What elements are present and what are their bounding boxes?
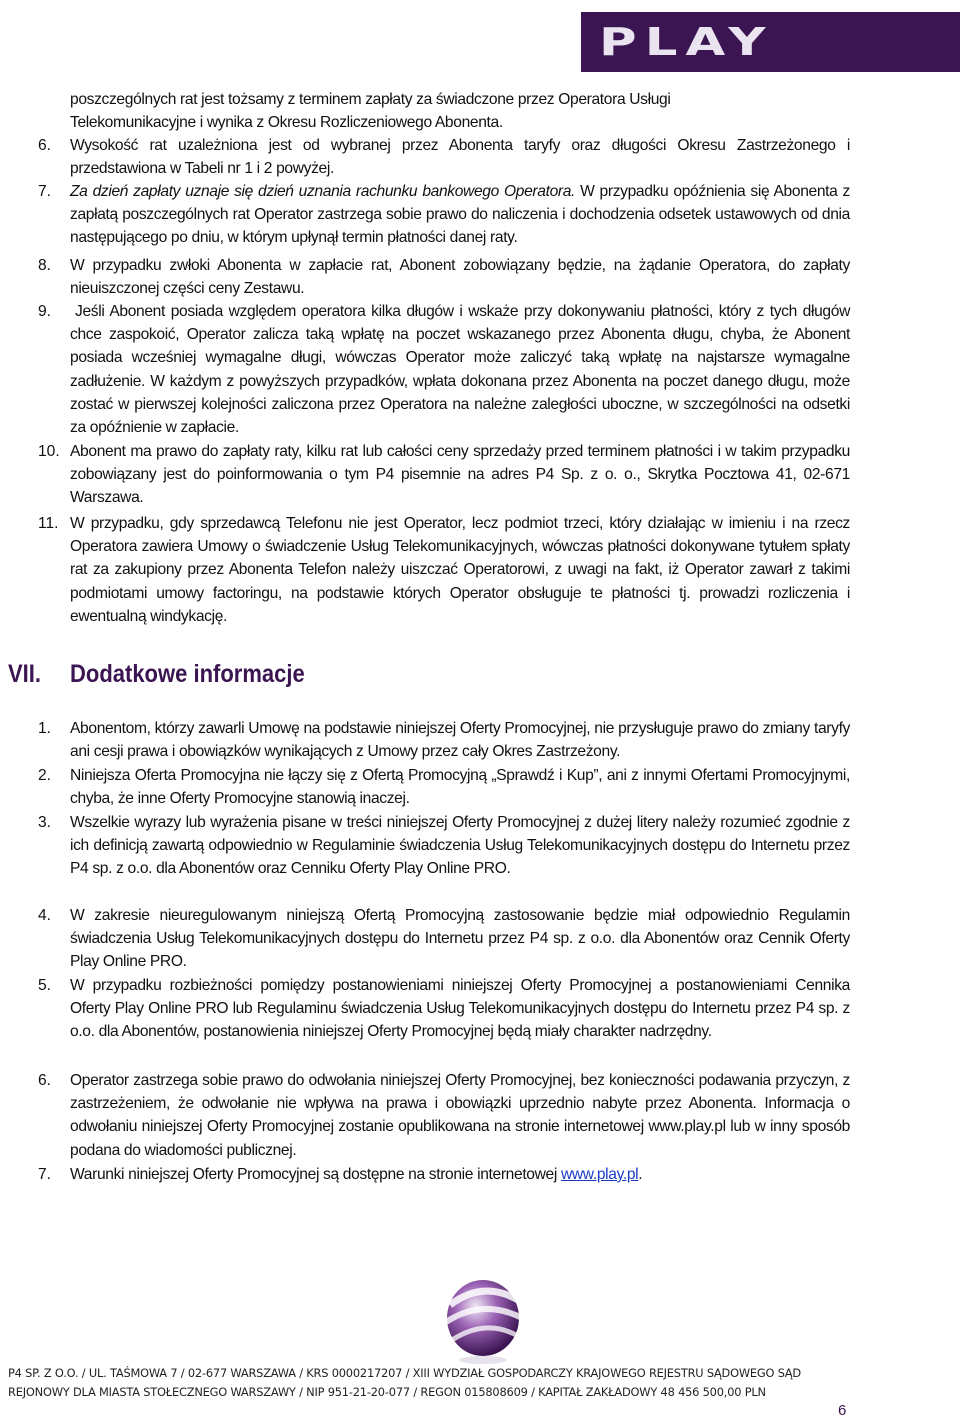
- play-logo: [581, 12, 960, 72]
- point-number: 1.: [38, 720, 52, 737]
- play-orb-icon: [428, 1260, 538, 1370]
- point-number: 5.: [38, 977, 52, 994]
- point-number: 6.: [38, 1072, 52, 1089]
- intro-line-1: poszczególnych rat jest tożsamy z terminem zapłaty za świadczone przez Operatora Usługi: [70, 91, 671, 108]
- point-text: Operator zastrzega sobie prawo do odwołania niniejszej Oferty Promocyjnej, bez konieczności podawania przyczyn, z zastrzeżeniem, że odwołanie nie wpływa na prawa i obowiązki uprzednio nabyte przez Abonenta. Informacja o odwołaniu niniejszej Oferty Promocyjnej zostanie opublikowana na stronie internetowej www.play.pl lub w inny sposób podana do wiadomości publicznej.: [70, 1072, 850, 1159]
- point-text: Wszelkie wyrazy lub wyrażenia pisane w treści niniejszej Oferty Promocyjnej z dużej litery należy rozumieć zgodnie z ich definicją zawartą odpowiednio w Regulaminie świadczenia Usług Telekomunikacyjnych dostępu do Internetu przez P4 sp. z o.o. dla Abonentów oraz Cenniku Oferty Play Online PRO.: [70, 814, 850, 878]
- point-number: 4.: [38, 907, 52, 924]
- point-number: 11.: [38, 515, 59, 532]
- point-number: 10.: [38, 443, 60, 460]
- point-text: W zakresie nieuregulowanym niniejszą Ofertą Promocyjną zastosowanie będzie miał odpowiednio Regulamin świadczenia Usług Telekomunikacyjnych dostępu do Internetu przez P4 sp. z o.o. dla Abonentów oraz Cennik Oferty Play Online PRO.: [70, 907, 850, 971]
- point-text: [70, 180, 850, 250]
- page-number: 6: [838, 1402, 847, 1419]
- point-text: W przypadku rozbieżności pomiędzy postanowieniami niniejszej Oferty Promocyjnej a postanowieniami Cennika Oferty Play Online PRO lub Regulaminu świadczenia Usług Telekomunikacyjnych dostępu do Internetu przez P4 sp. z o.o. dla Abonentów, postanowienia niniejszej Oferty Promocyjnej będą miały charakter nadrzędny.: [70, 977, 850, 1041]
- point-text: [70, 1163, 850, 1186]
- point-text: Abonentom, którzy zawarli Umowę na podstawie niniejszej Oferty Promocyjnej, nie przysługuje prawo do zmiany taryfy ani cesji prawa i obowiązków wynikających z Umowy przez cały Okres Zastrzeżony.: [70, 720, 850, 761]
- section-title: Dodatkowe informacje: [70, 660, 305, 688]
- point-text: Niniejsza Oferta Promocyjna nie łączy się z Ofertą Promocyjną „Sprawdź i Kup”, ani z innymi Ofertami Promocyjnymi, chyba, że inne Oferty Promocyjne stanowią inaczej.: [70, 767, 850, 808]
- point-text-start: Warunki niniejszej Oferty Promocyjnej są dostępne na stronie internetowej: [70, 1166, 561, 1183]
- intro-paragraph: [70, 88, 850, 134]
- footer-line-2: REJONOWY DLA MIASTA STOŁECZNEGO WARSZAWY / NIP 951-21-20-077 / REGON 015808609 / KAPITAŁ ZAKŁADOWY 48 456 500,00 PLN: [8, 1385, 766, 1399]
- point-number: 7.: [38, 183, 52, 200]
- point-text: W przypadku, gdy sprzedawcą Telefonu nie jest Operator, lecz podmiot trzeci, który działając w imieniu i na rzecz Operatora zawiera Umowy o świadczenie Usług Telekomunikacyjnych, wówczas płatności dokonywane tytułem spłaty rat za zakupiony przez Abonenta Telefon należy uiszczać Operatorowi, z uwagi na fakt, iż Operator zawarł z takimi podmiotami umowy factoringu, na podstawie których Operator obsługuje te płatności tj. prowadzi rozliczenia i ewentualną windykację.: [70, 515, 850, 625]
- point-text: Jeśli Abonent posiada względem operatora kilka długów i wskaże przy dokonywaniu płatności, który z tych długów chce zaspokoić, Operator zalicza taką wpłatę na poczet wskazanego przez Abonenta długu, chyba, że Abonent posiada wcześniej wymagalne długi, wówczas Operator może zaliczyć taką wpłatę na najstarsze wymagalne zadłużenie. W każdym z powyższych przypadków, wpłata dokonana przez Abonenta na poczet danego długu, może zostać w pierwszej kolejności zaliczona przez Operatora na należne zaległości uboczne, w szczególności na odsetki za opóźnienie w zapłacie.: [70, 303, 850, 437]
- footer-line-1: P4 SP. Z O.O. / UL. TAŚMOWA 7 / 02-677 WARSZAWA / KRS 0000217207 / XIII WYDZIAŁ GOSPODARCZY KRAJOWEGO REJESTRU SĄDOWEGO SĄD: [8, 1366, 801, 1380]
- point-text-rest: W przypadku opóźnienia się Abonenta z zapłatą poszczególnych rat Operator zastrzega sobie prawo do naliczenia i dochodzenia odsetek ustawowych od dnia następującego po dniu, w którym upłynął termin płatności danej raty.: [70, 183, 850, 247]
- point-number: 2.: [38, 767, 52, 784]
- point-text-end: .: [638, 1166, 643, 1183]
- point-text: Wysokość rat uzależniona jest od wybranej przez Abonenta taryfy oraz długości Okresu Zastrzeżonego i przedstawiona w Tabeli nr 1 i 2 powyżej.: [70, 137, 850, 178]
- point-text: Abonent ma prawo do zapłaty raty, kilku rat lub całości ceny sprzedaży przed terminem płatności i w takim przypadku zobowiązany jest do poinformowania o tym P4 pisemnie na adres P4 Sp. z o. o., Skrytka Pocztowa 41, 02-671 Warszawa.: [70, 443, 850, 507]
- play-website-link[interactable]: www.play.pl: [560, 1166, 639, 1183]
- point-number: 8.: [38, 257, 52, 274]
- point-number: 7.: [38, 1166, 52, 1183]
- logo-text: PLAY: [599, 20, 774, 64]
- point-number: 6.: [38, 137, 52, 154]
- intro-line-2: Telekomunikacyjne i wynika z Okresu Rozliczeniowego Abonenta.: [70, 114, 503, 132]
- point-number: 9.: [38, 303, 52, 320]
- point-text-italic: Za dzień zapłaty uznaje się dzień uznania rachunku bankowego Operatora.: [70, 183, 576, 200]
- section-number: VII.: [8, 660, 42, 688]
- point-number: 3.: [38, 814, 52, 831]
- point-text: W przypadku zwłoki Abonenta w zapłacie rat, Abonent zobowiązany będzie, na żądanie Operatora, do zapłaty nieuiszczonej części ceny Zestawu.: [70, 257, 850, 298]
